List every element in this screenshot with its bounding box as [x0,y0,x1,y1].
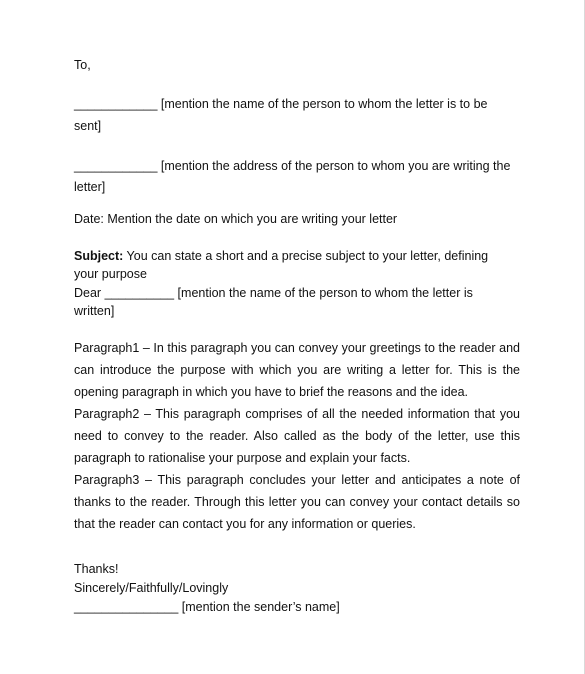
subject-line-1 [74,248,488,264]
dear-line-1: Dear __________ [mention the name of the person to whom the letter is [74,286,473,300]
closing-line: Sincerely/Faithfully/Lovingly [74,581,229,595]
salutation-to: To, [74,58,91,72]
body-paragraphs [74,337,520,535]
recipient-name-line-1: ____________ [mention the name of the person to whom the letter is to be [74,97,488,111]
sender-line: _______________ [mention the sender’s name] [74,600,340,614]
paragraph-3: Paragraph3 – This paragraph concludes your letter and anticipates a note of thanks to the reader. Through this letter you can convey your contact details so that the reader can contact you for any information or queries. [74,473,520,531]
paragraph-1: Paragraph1 – In this paragraph you can convey your greetings to the reader and can introduce the purpose with which you are writing a letter for. This is the opening paragraph in which you have to brief the reasons and the idea. [74,341,520,399]
paragraph-2: Paragraph2 – This paragraph comprises of all the needed information that you need to convey to the reader. Also called as the body of the letter, use this paragraph to rationalise your purpose and explain your facts. [74,407,520,465]
subject-text: You can state a short and a precise subject to your letter, defining [123,249,489,263]
subject-label: Subject: [74,249,124,263]
recipient-address-line-2: letter] [74,180,106,194]
dear-line-2: written] [74,304,115,318]
subject-line-2: your purpose [74,267,147,281]
recipient-name-line-2: sent] [74,119,102,133]
thanks-line: Thanks! [74,562,119,576]
date-line: Date: Mention the date on which you are writing your letter [74,212,398,226]
recipient-address-line-1: ____________ [mention the address of the person to whom you are writing the [74,159,511,173]
